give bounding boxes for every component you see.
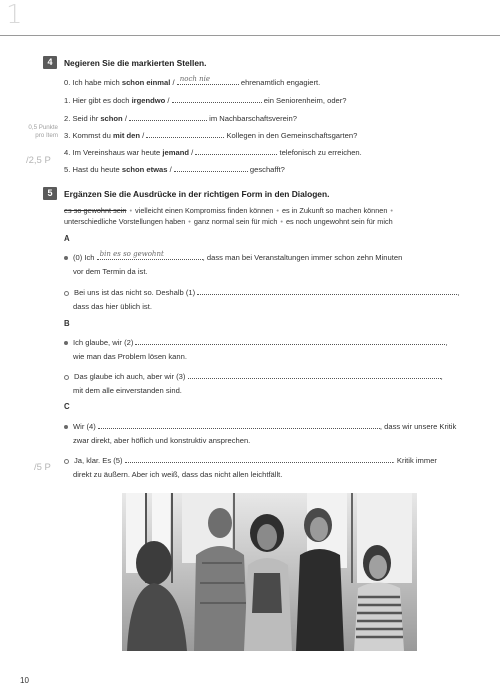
answer-field-2b[interactable] [135, 335, 445, 345]
speaker-1-bullet [64, 256, 68, 260]
answer-field-5[interactable] [174, 162, 248, 172]
answer-field-2[interactable] [129, 111, 207, 121]
dialog-b-line-1: Ich glaube, wir (2) , [64, 335, 448, 347]
dialog-a-label: A [64, 234, 70, 243]
speaker-2-bullet [64, 459, 69, 464]
expression-used: es so gewohnt sein [64, 206, 127, 215]
exercise-4-title: Negieren Sie die markierten Stellen. [64, 58, 207, 68]
exercise-5-score: /5 P [34, 462, 51, 473]
chapter-marker: 1 [6, 0, 23, 30]
dialog-a-line-1-cont: vor dem Termin da ist. [73, 267, 148, 276]
exercise-5-title: Ergänzen Sie die Ausdrücke in der richtigen Form in den Dialogen. [64, 189, 330, 199]
ex4-item-0: 0. Ich habe mich schon einmal / noch nie ehrenamtlich engagiert. [64, 75, 321, 87]
expression: unterschiedliche Vorstellungen haben [64, 217, 186, 226]
speaker-2-bullet [64, 375, 69, 380]
dialog-a-line-1: (0) Ich bin es so gewohnt , dass man bei Veranstaltungen immer schon zehn Minuten [64, 250, 402, 262]
dialog-b-line-2-cont: mit dem alle einverstanden sind. [73, 386, 182, 395]
answer-field-4b[interactable] [98, 419, 380, 429]
ex4-item-3: 3. Kommst du mit den / Kollegen in den Gemeinschaftsgarten? [64, 128, 357, 140]
dialog-c-line-1-cont: zwar direkt, aber höflich und konstruktiv ansprechen. [73, 436, 251, 445]
expression: es noch ungewohnt sein für mich [285, 217, 393, 226]
ex4-item-1: 1. Hier gibt es doch irgendwo / ein Seniorenheim, oder? [64, 93, 347, 105]
answer-field-3b[interactable] [188, 369, 441, 379]
photo-illustration [122, 493, 417, 651]
answer-field-a0[interactable]: bin es so gewohnt [97, 250, 203, 260]
answer-field-0[interactable]: noch nie [177, 75, 239, 85]
dialog-c-line-1: Wir (4) , dass wir unsere Kritik [64, 419, 456, 431]
dialog-a-line-2-cont: dass das hier üblich ist. [73, 302, 152, 311]
ex4-item-5: 5. Hast du heute schon etwas / geschafft? [64, 162, 285, 174]
answer-field-1b[interactable] [197, 285, 457, 295]
dialog-b-label: B [64, 319, 70, 328]
dialog-c-label: C [64, 402, 70, 411]
expression: ganz normal sein für mich [193, 217, 278, 226]
points-note: 0,5 Punkte pro Item [28, 124, 58, 139]
answer-field-5b[interactable] [125, 453, 393, 463]
ex4-item-4: 4. Im Vereinshaus war heute jemand / telefonisch zu erreichen. [64, 145, 362, 157]
exercise-4-score: /2,5 P [26, 155, 51, 166]
dialog-c-line-2: Ja, klar. Es (5) . Kritik immer [64, 453, 437, 465]
expression: es in Zukunft so machen können [281, 206, 388, 215]
answer-field-3[interactable] [146, 128, 224, 138]
expression-list-line-1: es so gewohnt sein • vielleicht einen Kompromiss finden können • es in Zukunft so machen können • [64, 206, 393, 215]
expression: vielleicht einen Kompromiss finden können [135, 206, 274, 215]
dialog-a-line-2: Bei uns ist das nicht so. Deshalb (1) , [64, 285, 459, 297]
group-discussion-photo [122, 493, 417, 651]
exercise-5-badge: 5 [43, 187, 57, 200]
expression-list-line-2: unterschiedliche Vorstellungen haben • ganz normal sein für mich • es noch ungewohnt sein für mich [64, 217, 393, 226]
dialog-b-line-2: Das glaube ich auch, aber wir (3) , [64, 369, 443, 381]
exercise-4-badge: 4 [43, 56, 57, 69]
answer-field-4[interactable] [195, 145, 277, 155]
speaker-1-bullet [64, 425, 68, 429]
top-divider [0, 35, 500, 36]
speaker-1-bullet [64, 341, 68, 345]
dialog-b-line-1-cont: wie man das Problem lösen kann. [73, 352, 187, 361]
speaker-2-bullet [64, 291, 69, 296]
answer-field-1[interactable] [172, 93, 262, 103]
page-number: 10 [20, 676, 29, 685]
dialog-c-line-2-cont: direkt zu äußern. Aber ich weiß, dass das nicht allen leichtfällt. [73, 470, 283, 479]
ex4-item-2: 2. Seid ihr schon / im Nachbarschaftsverein? [64, 111, 297, 123]
